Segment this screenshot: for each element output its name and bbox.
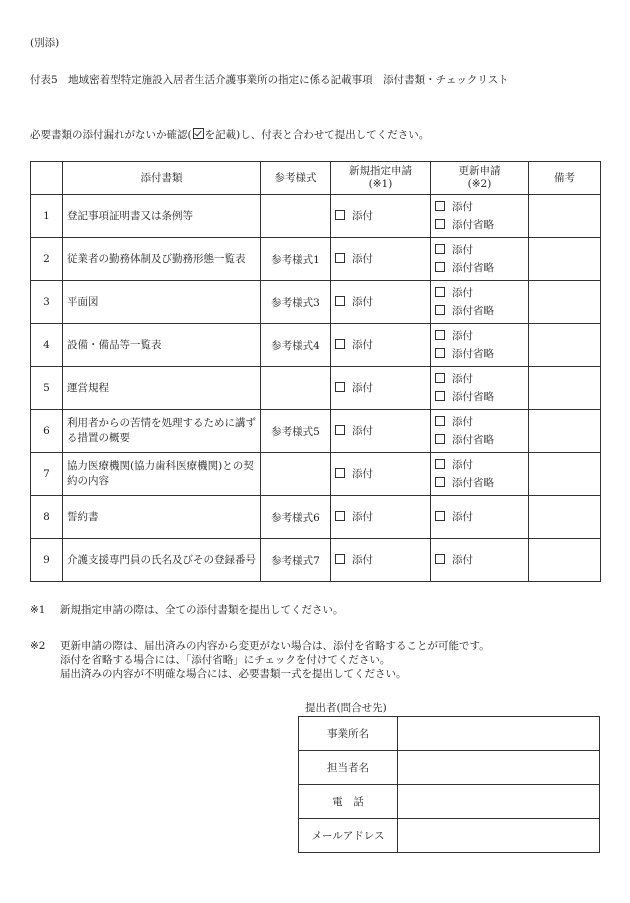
new-attach-label: 添付 (352, 296, 373, 308)
renewal-cell (431, 410, 529, 453)
checkbox-icon[interactable] (435, 391, 445, 401)
table-row (31, 453, 601, 496)
renewal-omit-option[interactable] (435, 388, 524, 406)
new-application-cell (331, 453, 431, 496)
checkbox-icon[interactable] (435, 477, 445, 487)
renewal-attach-label: 添付 (452, 416, 473, 428)
renewal-attach-label: 添付 (452, 244, 473, 256)
table-header-row (31, 162, 601, 195)
document-name: 設備・備品等一覧表 (63, 324, 261, 367)
new-attach-label: 添付 (352, 511, 373, 523)
row-number: 8 (31, 496, 63, 539)
renewal-attach-label: 添付 (452, 554, 473, 566)
new-attach-option[interactable] (335, 250, 426, 268)
header-renewal-line2: (※2) (467, 178, 492, 190)
new-application-cell (331, 195, 431, 238)
contact-row-email (299, 819, 600, 853)
contact-table (298, 716, 600, 853)
renewal-omit-option[interactable] (435, 431, 524, 449)
document-name: 運営規程 (63, 367, 261, 410)
renewal-omit-label: 添付省略 (452, 219, 494, 231)
reference-form: 参考様式7 (261, 539, 331, 582)
attachment-label: (別添) (30, 37, 60, 49)
new-application-cell (331, 496, 431, 539)
new-attach-label: 添付 (352, 468, 373, 480)
document-name: 従業者の勤務体制及び勤務形態一覧表 (63, 238, 261, 281)
checkbox-icon[interactable] (335, 253, 345, 263)
renewal-attach-option[interactable] (435, 370, 524, 388)
table-row (31, 410, 601, 453)
contact-row-phone (299, 785, 600, 819)
checkbox-icon[interactable] (435, 201, 445, 211)
contact-title: 提出者(問合せ先) (305, 702, 387, 714)
new-attach-option[interactable] (335, 207, 426, 225)
new-application-cell (331, 324, 431, 367)
renewal-cell (431, 453, 529, 496)
renewal-cell (431, 195, 529, 238)
new-attach-option[interactable] (335, 551, 426, 569)
header-document: 添付書類 (63, 162, 261, 195)
new-attach-option[interactable] (335, 293, 426, 311)
table-row (31, 539, 601, 582)
new-application-cell (331, 410, 431, 453)
instruction-post: を記載)し、付表と合わせて提出してください。 (204, 129, 430, 141)
reference-form (261, 453, 331, 496)
header-new-line2: (※1) (368, 178, 393, 190)
remarks-cell[interactable] (529, 410, 601, 453)
header-renewal-line1: 更新申請 (458, 165, 501, 177)
header-new-line1: 新規指定申請 (349, 165, 412, 177)
row-number: 1 (31, 195, 63, 238)
instruction-pre: 必要書類の添付漏れがないか確認( (30, 129, 192, 141)
remarks-cell[interactable] (529, 324, 601, 367)
new-application-cell (331, 539, 431, 582)
table-row (31, 324, 601, 367)
document-name: 登記事項証明書又は条例等 (63, 195, 261, 238)
checked-box-icon (193, 128, 204, 139)
row-number: 4 (31, 324, 63, 367)
renewal-omit-label: 添付省略 (452, 477, 494, 489)
new-attach-option[interactable] (335, 336, 426, 354)
renewal-attach-option[interactable] (435, 456, 524, 474)
checkbox-icon[interactable] (435, 287, 445, 297)
checkbox-icon[interactable] (435, 348, 445, 358)
remarks-cell[interactable] (529, 281, 601, 324)
renewal-attach-option[interactable] (435, 327, 524, 345)
page-title: 付表5 地域密着型特定施設入居者生活介護事業所の指定に係る記載事項 添付書類・チェックリスト (30, 74, 509, 86)
renewal-attach-label: 添付 (452, 511, 473, 523)
renewal-omit-label: 添付省略 (452, 434, 494, 446)
renewal-cell (431, 324, 529, 367)
checkbox-icon[interactable] (435, 416, 445, 426)
table-row (31, 367, 601, 410)
checklist-table (30, 161, 601, 582)
new-attach-label: 添付 (352, 425, 373, 437)
checkbox-icon[interactable] (435, 305, 445, 315)
row-number: 7 (31, 453, 63, 496)
document-name: 誓約書 (63, 496, 261, 539)
table-row (31, 281, 601, 324)
renewal-attach-label: 添付 (452, 459, 473, 471)
renewal-attach-option[interactable] (435, 551, 524, 569)
renewal-cell (431, 238, 529, 281)
renewal-attach-label: 添付 (452, 201, 473, 213)
row-number: 3 (31, 281, 63, 324)
renewal-cell (431, 539, 529, 582)
checkbox-icon[interactable] (335, 382, 345, 392)
header-new-application (331, 162, 431, 195)
new-attach-label: 添付 (352, 339, 373, 351)
renewal-omit-label: 添付省略 (452, 348, 494, 360)
renewal-cell (431, 281, 529, 324)
remarks-cell[interactable] (529, 453, 601, 496)
renewal-attach-label: 添付 (452, 373, 473, 385)
note-2-line-2: 添付を省略する場合には、「添付省略」にチェックを付けてください。 (60, 654, 391, 666)
reference-form: 参考様式1 (261, 238, 331, 281)
renewal-omit-option[interactable] (435, 345, 524, 363)
checkbox-icon[interactable] (335, 554, 345, 564)
table-row (31, 195, 601, 238)
new-attach-option[interactable] (335, 379, 426, 397)
renewal-attach-option[interactable] (435, 284, 524, 302)
remarks-cell[interactable] (529, 238, 601, 281)
contact-row-person (299, 751, 600, 785)
renewal-cell (431, 496, 529, 539)
row-number: 9 (31, 539, 63, 582)
checkbox-icon[interactable] (335, 511, 345, 521)
renewal-omit-label: 添付省略 (452, 391, 494, 403)
renewal-omit-option[interactable] (435, 259, 524, 277)
checkbox-icon[interactable] (335, 339, 345, 349)
person-name-label: 担当者名 (299, 751, 398, 785)
contact-row-office (299, 717, 600, 751)
new-attach-label: 添付 (352, 253, 373, 265)
checkbox-icon[interactable] (335, 468, 345, 478)
renewal-attach-label: 添付 (452, 287, 473, 299)
document-name: 利用者からの苦情を処理するために講ずる措置の概要 (63, 410, 261, 453)
new-attach-label: 添付 (352, 210, 373, 222)
renewal-omit-option[interactable] (435, 302, 524, 320)
checkbox-icon[interactable] (435, 262, 445, 272)
row-number: 6 (31, 410, 63, 453)
remarks-cell[interactable] (529, 539, 601, 582)
reference-form: 参考様式3 (261, 281, 331, 324)
note-1-text: 新規指定申請の際は、全ての添付書類を提出してください。 (60, 604, 344, 616)
renewal-omit-label: 添付省略 (452, 305, 494, 317)
phone-field[interactable] (398, 785, 600, 819)
instruction-text (30, 127, 429, 142)
document-name: 協力医療機関(協力歯科医療機関)との契約の内容 (63, 453, 261, 496)
email-field[interactable] (398, 819, 600, 853)
renewal-cell (431, 367, 529, 410)
row-number: 5 (31, 367, 63, 410)
note-2-line-1: 更新申請の際は、届出済みの内容から変更がない場合は、添付を省略することが可能です。 (60, 640, 490, 652)
office-name-field[interactable] (398, 717, 600, 751)
reference-form: 参考様式5 (261, 410, 331, 453)
new-attach-option[interactable] (335, 508, 426, 526)
new-application-cell (331, 238, 431, 281)
note-2 (30, 639, 490, 681)
reference-form: 参考様式4 (261, 324, 331, 367)
renewal-attach-option[interactable] (435, 413, 524, 431)
checkbox-icon[interactable] (335, 210, 345, 220)
reference-form: 参考様式6 (261, 496, 331, 539)
checkbox-icon[interactable] (435, 330, 445, 340)
new-attach-label: 添付 (352, 554, 373, 566)
renewal-attach-label: 添付 (452, 330, 473, 342)
checkbox-icon[interactable] (435, 219, 445, 229)
checkbox-icon[interactable] (435, 373, 445, 383)
note-1 (30, 603, 344, 617)
new-attach-option[interactable] (335, 422, 426, 440)
header-no (31, 162, 63, 195)
table-row (31, 238, 601, 281)
new-application-cell (331, 367, 431, 410)
checkbox-icon[interactable] (435, 459, 445, 469)
renewal-attach-option[interactable] (435, 508, 524, 526)
reference-form (261, 195, 331, 238)
renewal-omit-label: 添付省略 (452, 262, 494, 274)
renewal-omit-option[interactable] (435, 474, 524, 492)
remarks-cell[interactable] (529, 367, 601, 410)
note-1-mark: ※1 (30, 604, 46, 616)
new-application-cell (331, 281, 431, 324)
header-remarks: 備考 (529, 162, 601, 195)
checkbox-icon[interactable] (335, 296, 345, 306)
header-reference: 参考様式 (261, 162, 331, 195)
checkbox-icon[interactable] (435, 554, 445, 564)
new-attach-option[interactable] (335, 465, 426, 483)
note-2-line-3: 届出済みの内容が不明確な場合には、必要書類一式を提出してください。 (60, 668, 407, 680)
row-number: 2 (31, 238, 63, 281)
office-name-label: 事業所名 (299, 717, 398, 751)
person-name-field[interactable] (398, 751, 600, 785)
checkbox-icon[interactable] (435, 434, 445, 444)
renewal-attach-option[interactable] (435, 198, 524, 216)
new-attach-label: 添付 (352, 382, 373, 394)
remarks-cell[interactable] (529, 195, 601, 238)
table-row (31, 496, 601, 539)
phone-label: 電 話 (299, 785, 398, 819)
checkbox-icon[interactable] (435, 511, 445, 521)
renewal-attach-option[interactable] (435, 241, 524, 259)
reference-form (261, 367, 331, 410)
remarks-cell[interactable] (529, 496, 601, 539)
document-name: 介護支援専門員の氏名及びその登録番号 (63, 539, 261, 582)
note-2-mark: ※2 (30, 640, 46, 652)
checkbox-icon[interactable] (335, 425, 345, 435)
header-renewal (431, 162, 529, 195)
renewal-omit-option[interactable] (435, 216, 524, 234)
checkbox-icon[interactable] (435, 244, 445, 254)
email-label: メールアドレス (299, 819, 398, 853)
document-name: 平面図 (63, 281, 261, 324)
